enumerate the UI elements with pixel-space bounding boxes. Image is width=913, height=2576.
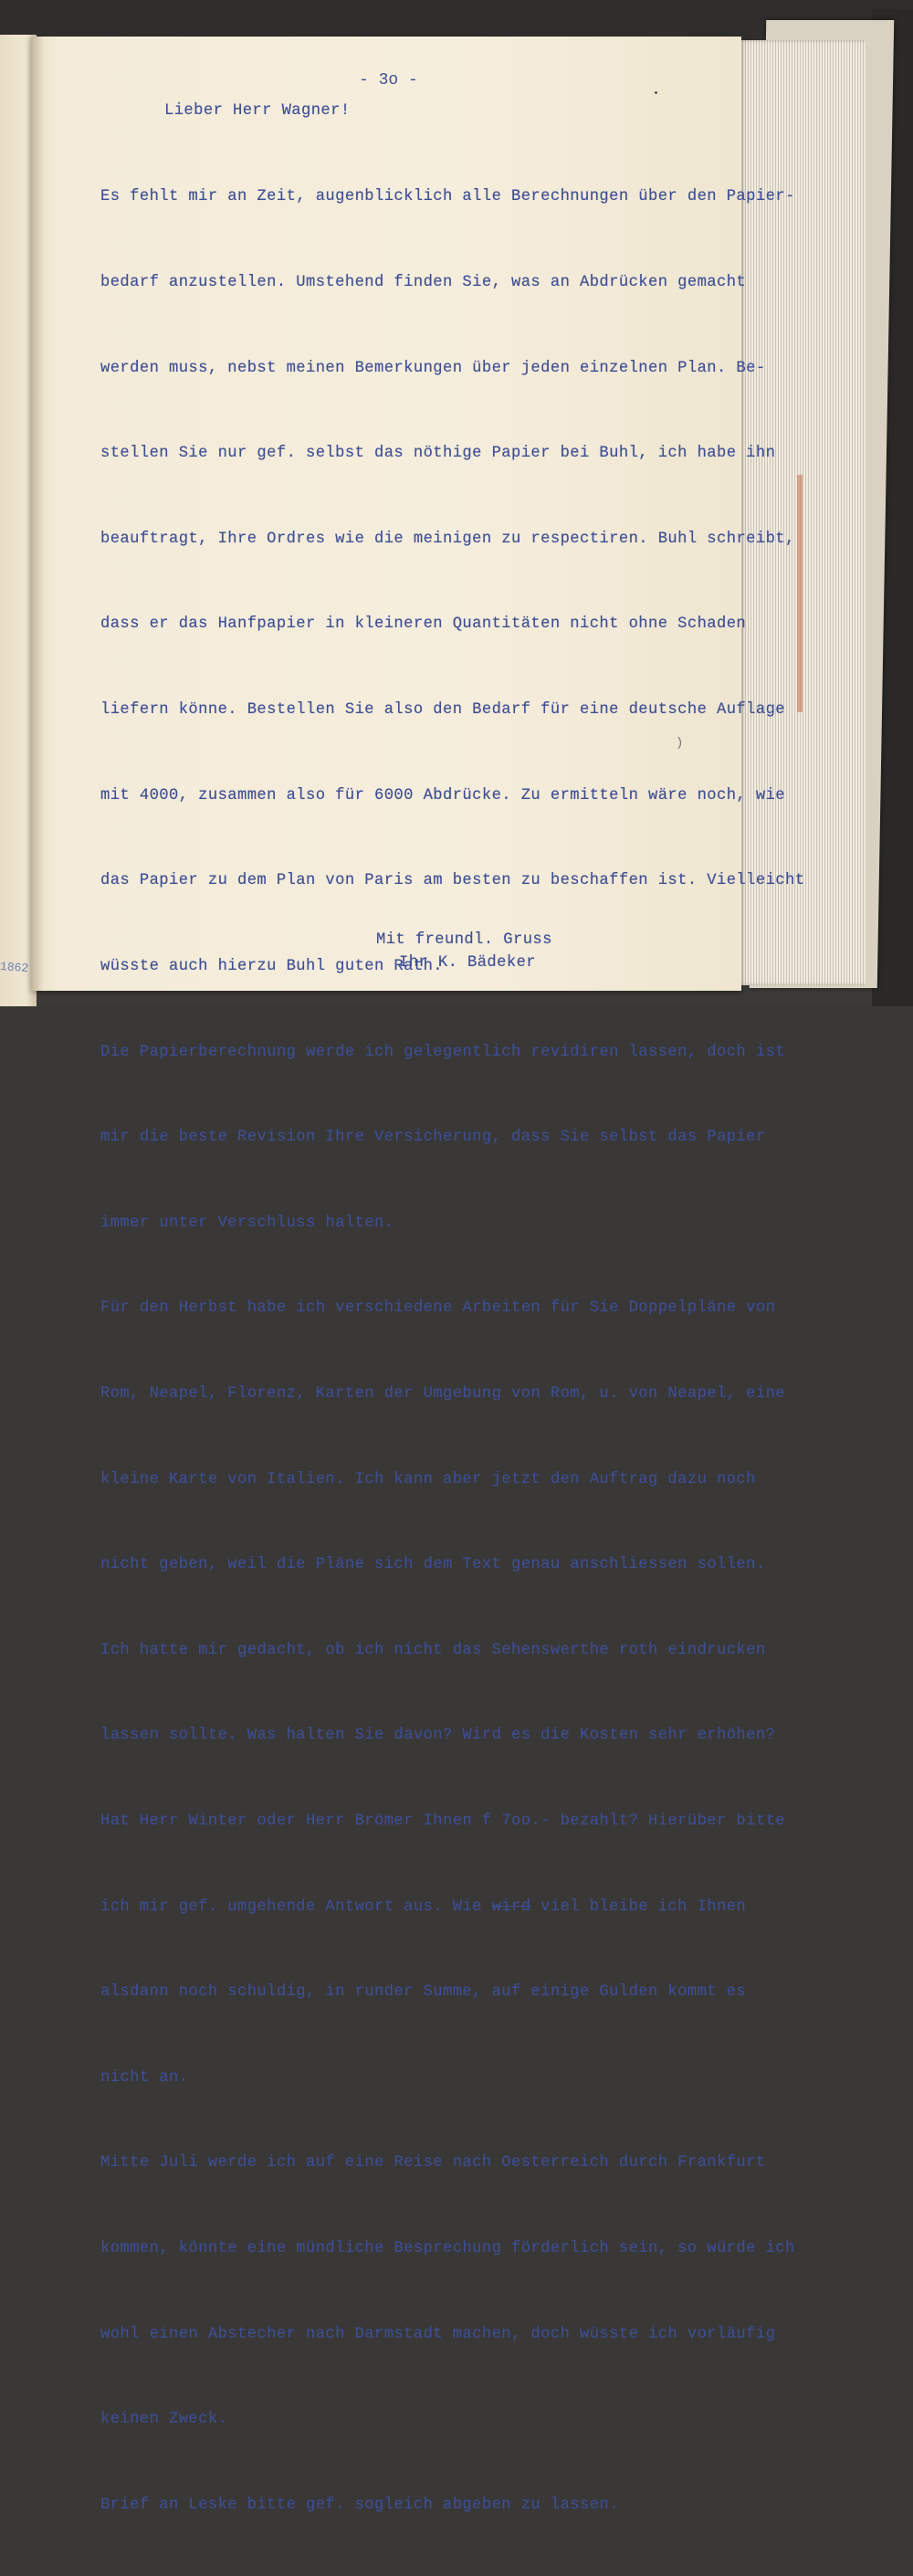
signature: Ihr K. Bädeker	[399, 954, 536, 972]
body-line: beauftragt, Ihre Ordres wie die meinigen zu respectiren. Buhl schreibt,	[100, 530, 795, 548]
body-line: kommen, könnte eine mündliche Besprechung förderlich sein, so würde ich	[100, 2240, 795, 2258]
body-line: werden muss, nebst meinen Bemerkungen über jeden einzelnen Plan. Be-	[100, 359, 766, 377]
page-gutter-shadow	[31, 37, 44, 991]
ink-dot	[655, 91, 657, 94]
closing: Mit freundl. Gruss	[376, 931, 552, 949]
body-line: Hat Herr Winter oder Herr Brömer Ihnen f 7oo.- bezahlt? Hierüber bitte	[100, 1812, 785, 1830]
body-line-prefix: ich mir gef. umgehende Antwort aus. Wie	[100, 1898, 492, 1916]
body-line: nicht an.	[100, 2068, 189, 2087]
page-number: - 3o -	[359, 71, 418, 89]
pencil-mark: )	[676, 736, 684, 751]
body-line: Brief an Leske bitte gef. sogleich abgeben zu lassen.	[100, 2496, 619, 2514]
body-line: liefern könne. Bestellen Sie also den Bedarf für eine deutsche Auflage	[100, 701, 785, 720]
letter-body-part-1	[100, 126, 804, 2576]
body-line: mir die beste Revision Ihre Versicherung, dass Sie selbst das Papier	[100, 1129, 766, 1147]
body-line: alsdann noch schuldig, in runder Summe, auf einige Gulden kommt es	[100, 1983, 747, 2002]
body-line: immer unter Verschluss halten.	[100, 1214, 394, 1232]
body-line: Ich hatte mir gedacht, ob ich nicht das Sehenswerthe roth eindrucken	[100, 1641, 766, 1659]
body-line: bedarf anzustellen. Umstehend finden Sie, was an Abdrücken gemacht	[100, 274, 747, 292]
body-line: mit 4000, zusammen also für 6000 Abdrücke. Zu ermitteln wäre noch, wie	[100, 786, 785, 804]
body-line: stellen Sie nur gef. selbst das nöthige Papier bei Buhl, ich habe ihn	[100, 445, 776, 463]
body-line: Mitte Juli werde ich auf eine Reise nach Oesterreich durch Frankfurt	[100, 2154, 766, 2172]
body-line-with-correction	[100, 1893, 804, 1921]
body-line: Rom, Neapel, Florenz, Karten der Umgebung von Rom, u. von Neapel, eine	[100, 1384, 785, 1403]
body-line: lassen sollte. Was halten Sie davon? Wird es die Kosten sehr erhöhen?	[100, 1727, 776, 1745]
body-line: Es fehlt mir an Zeit, augenblicklich alle Berechnungen über den Papier-	[100, 188, 795, 206]
body-line: wüsste auch hierzu Buhl guten Rath.	[100, 957, 443, 975]
body-line: wohl einen Abstecher nach Darmstadt machen, doch wüsste ich vorläufig	[100, 2325, 776, 2343]
body-line-suffix: viel bleibe ich Ihnen	[530, 1898, 747, 1916]
body-line: kleine Karte von Italien. Ich kann aber jetzt den Auftrag dazu noch	[100, 1470, 756, 1488]
salutation: Lieber Herr Wagner!	[164, 102, 351, 120]
struck-word: wird	[491, 1898, 531, 1916]
body-line: das Papier zu dem Plan von Paris am besten zu beschaffen ist. Vielleicht	[100, 872, 805, 890]
body-line: dass er das Hanfpapier in kleineren Quantitäten nicht ohne Schaden	[100, 615, 747, 634]
left-page-fragment: 1862	[0, 959, 29, 976]
body-line: keinen Zweck.	[100, 2411, 228, 2429]
body-line: Die Papierberechnung werde ich gelegentlich revidiren lassen, doch ist	[100, 1043, 785, 1061]
body-line: Für den Herbst habe ich verschiedene Arbeiten für Sie Doppelpläne von	[100, 1299, 776, 1318]
body-line: nicht geben, weil die Pläne sich dem Text genau anschliessen sollen.	[100, 1556, 766, 1574]
